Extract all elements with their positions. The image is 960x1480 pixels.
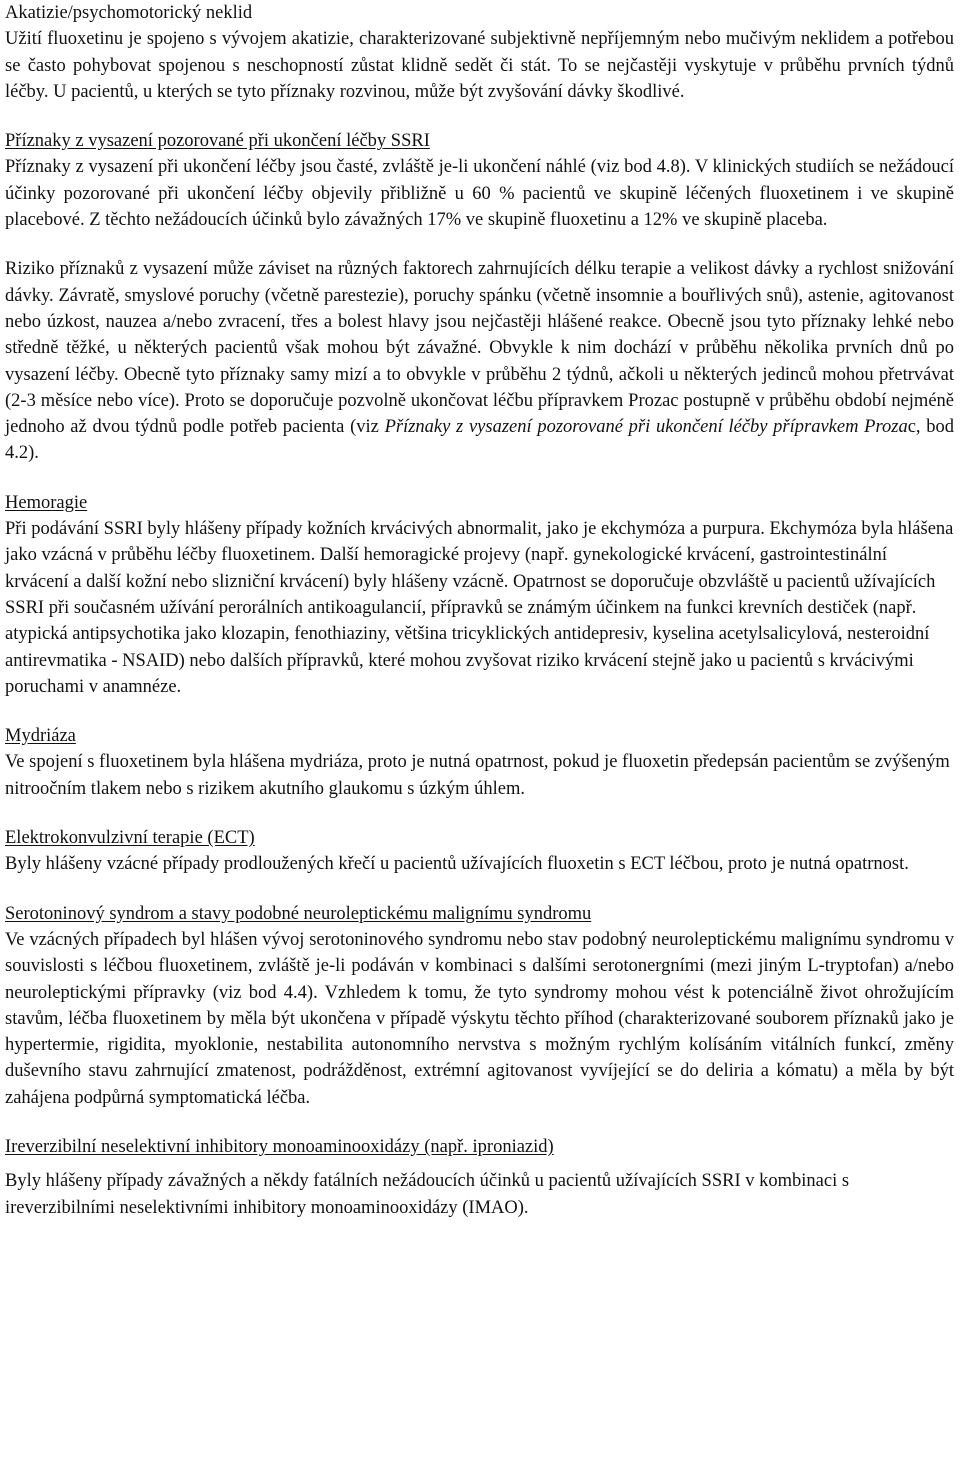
section-heading: Akatizie/psychomotorický neklid: [5, 3, 253, 23]
section-heading: Serotoninový syndrom a stavy podobné neuroleptickému malignímu syndromu: [5, 903, 592, 924]
paragraph: Byly hlášeny vzácné případy prodloužených křečí u pacientů užívajících fluoxetin s ECT léčbou, proto je nutná opatrnost.: [5, 854, 909, 875]
section-imao: [5, 1134, 954, 1221]
section-hemoragie: [5, 490, 954, 700]
paragraph: Příznaky z vysazení při ukončení léčby jsou časté, zvláště je-li ukončení náhlé (viz bod 4.8). V klinických studiích se nežádoucí účinky pozorované při ukončení léčby objevily přibližně u 60 % pacientů ve skupině léčených fluoxetinem i ve skupině placebové. Z těchto nežádoucích účinků bylo závažných 17% ve skupině fluoxetinu a 12% ve skupině placeba.: [5, 157, 954, 231]
section-mydriaza: [5, 723, 954, 802]
paragraph: Ve vzácných případech byl hlášen vývoj serotoninového syndromu nebo stav podobný neuroleptickému malignímu syndromu v souvislosti s léčbou fluoxetinem, zvláště je-li podáván v kombinaci s dalšími serotonergními (mezi jiným L-tryptofan) a/nebo neuroleptickými přípravky (viz bod 4.4). Vzhledem k tomu, že tyto syndromy mohou vést k potenciálně život ohrožujícím stavům, léčba fluoxetinem by měla být ukončena v případě výskytu těchto příhod (charakterizované souborem příznaků jako je hypertermie, rigidita, myoklonie, nestabilita autonomního nervstva s možným rychlým kolísáním vitálních funkcí, změny duševního stavu zahrnující zmatenost, podrážděnost, extrémní agitovanost vyvíjející se do deliria a kómatu) a měla by být zahájena podpůrná symptomatická léčba.: [5, 929, 954, 1108]
section-priznaky-z-vysazeni: [5, 128, 954, 467]
italic-reference: Příznaky z vysazení pozorované při ukončení léčby přípravkem Proza: [384, 417, 908, 438]
paragraph-text: c, bod 4.2).: [5, 417, 954, 464]
section-akatizie: [5, 0, 954, 105]
paragraph: Ve spojení s fluoxetinem byla hlášena mydriáza, proto je nutná opatrnost, pokud je fluoxetin předepsán pacientům se zvýšeným nitroočním tlakem nebo s rizikem akutního glaukomu s úzkým úhlem.: [5, 752, 950, 799]
paragraph: [5, 256, 954, 466]
paragraph: Při podávání SSRI byly hlášeny případy kožních krvácivých abnormalit, jako je ekchymóza a purpura. Ekchymóza byla hlášena jako vzácná v průběhu léčby fluoxetinem. Další hemoragické projevy (např. gynekologické krvácení, gastrointestinální krvácení a další kožní nebo slizniční krvácení) byly hlášeny vzácně. Opatrnost se doporučuje obzvláště u pacientů užívajících SSRI při současném užívání perorálních antikoagulancií, přípravků se známým účinkem na funkci krevních destiček (např. atypická antipsychotika jako klozapin, fenothiaziny, většina tricyklických antidepresiv, kyselina acetylsalicylová, nesteroidní antirevmatika - NSAID) nebo dalších přípravků, které mohou zvyšovat riziko krvácení stejně jako u pacientů s krvácivými poruchami v anamnéze.: [5, 519, 954, 697]
paragraph: Byly hlášeny případy závažných a někdy fatálních nežádoucích účinků u pacientů užívajících SSRI v kombinaci s ireverzibilními neselektivními inhibitory monoaminooxidázy (IMAO).: [5, 1171, 850, 1218]
section-heading: Elektrokonvulzivní terapie (ECT): [5, 828, 255, 849]
section-ect: [5, 825, 954, 878]
paragraph: Užití fluoxetinu je spojeno s vývojem akatizie, charakterizované subjektivně nepříjemným nebo mučivým neklidem a potřebou se často pohybovat spojenou s neschopností zůstat klidně sedět či stát. To se nejčastěji vyskytuje v průběhu prvních týdnů léčby. U pacientů, u kterých se tyto příznaky rozvinou, může být zvyšování dávky škodlivé.: [5, 29, 954, 102]
section-heading: Příznaky z vysazení pozorované při ukončení léčby SSRI: [5, 131, 430, 152]
section-heading: Ireverzibilní neselektivní inhibitory monoaminooxidázy (např. iproniazid): [5, 1136, 554, 1157]
section-heading: Hemoragie: [5, 492, 88, 513]
section-serotoninovy-syndrom: [5, 901, 954, 1111]
section-heading: Mydriáza: [5, 726, 76, 747]
paragraph-text: Riziko příznaků z vysazení může záviset na různých faktorech zahrnujících délku terapie a velikost dávky a rychlost snižování dávky. Závratě, smyslové poruchy (včetně parestezie), poruchy spánku (včetně insomnie a bouřlivých snů), astenie, agitovanost nebo úzkost, nauzea a/nebo zvracení, třes a bolest hlavy jsou nejčastěji hlášené reakce. Obecně jsou tyto příznaky lehké nebo středně těžké, u některých pacientů však mohou být závažné. Obvykle k nim dochází v průběhu několika prvních dnů po vysazení léčby. Obecně tyto příznaky samy mizí a to obvykle v průběhu 2 týdnů, ačkoli u některých jedinců mohou přetrvávat (2-3 měsíce nebo více). Proto se doporučuje pozvolně ukončovat léčbu přípravkem Prozac postupně v průběhu období nejméně jednoho až dvou týdnů podle potřeb pacienta (viz: [5, 259, 954, 438]
